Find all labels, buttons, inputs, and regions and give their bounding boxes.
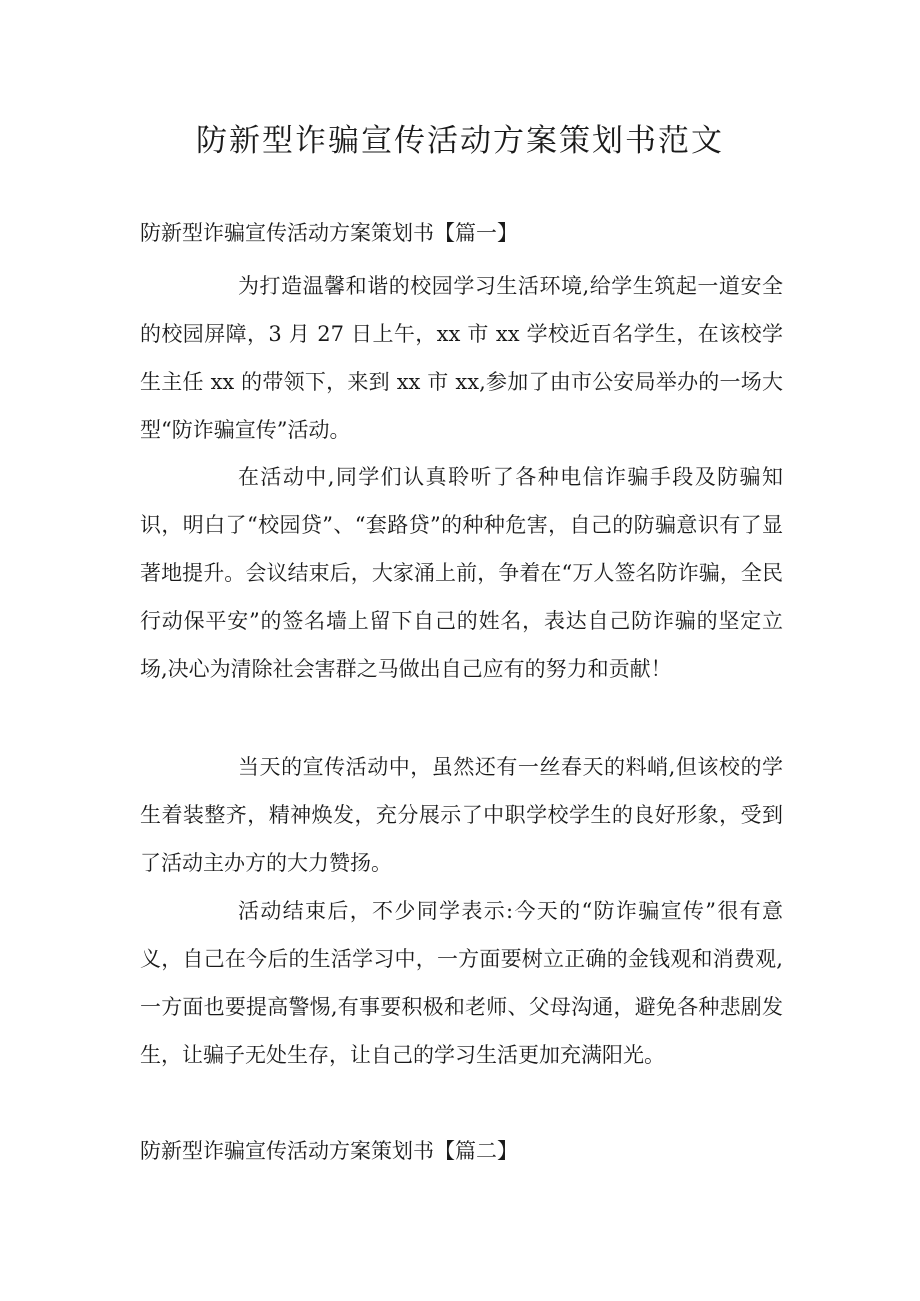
paragraph-2: 在活动中,同学们认真聆听了各种电信诈骗手段及防骗知识，明白了“校园贷”、“套路贷”的种种危害，自己的防骗意识有了显著地提升。会议结束后，大家涌上前，争着在“万人签名防诈骗，全民行动保平安”的签名墙上留下自己的姓名，表达自己防诈骗的坚定立场,决心为清除社会害群之马做出自己应有的努力和贡献！ (140, 465, 783, 681)
paragraph-3: 当天的宣传活动中，虽然还有一丝春天的料峭,但该校的学生着装整齐，精神焕发，充分展示了中职学校学生的良好形象，受到了活动主办方的大力赞扬。 (140, 755, 783, 875)
paragraph-1: 为打造温馨和谐的校园学习生活环境,给学生筑起一道安全的校园屏障，3 月 27 日上午，xx 市 xx 学校近百名学生，在该校学生主任 xx 的带领下，来到 xx 市 xx,参加了由市公安局举办的一场大型“防诈骗宣传”活动。 (140, 274, 783, 442)
paragraph-4: 活动结束后，不少同学表示:今天的“防诈骗宣传”很有意义，自己在今后的生活学习中，一方面要树立正确的金钱观和消费观,一方面也要提高警惕,有事要积极和老师、父母沟通，避免各种悲剧发生，让骗子无处生存，让自己的学习生活更加充满阳光。 (140, 899, 783, 1067)
document-title: 防新型诈骗宣传活动方案策划书范文 (196, 123, 724, 159)
section-heading-2: 防新型诈骗宣传活动方案策划书【篇二】 (140, 1139, 518, 1163)
section-heading-1: 防新型诈骗宣传活动方案策划书【篇一】 (140, 221, 518, 245)
